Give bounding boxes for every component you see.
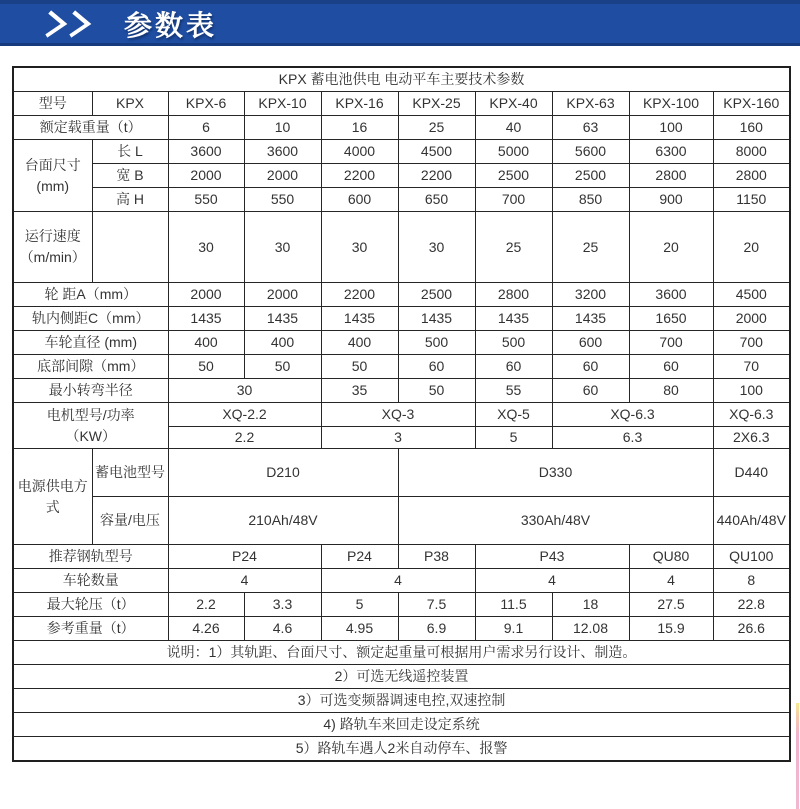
value-cell: 63 — [552, 116, 629, 140]
row-label: 额定载重量（t） — [13, 116, 168, 140]
value-cell: 2200 — [321, 164, 398, 188]
value-cell: 500 — [398, 331, 475, 355]
model-cell: KPX-10 — [244, 92, 321, 116]
value-cell: 60 — [398, 355, 475, 379]
value-cell: 40 — [475, 116, 552, 140]
right-edge-artifact — [796, 703, 799, 809]
value-cell: 400 — [244, 331, 321, 355]
value-cell: 6.9 — [398, 617, 475, 641]
value-cell: 650 — [398, 188, 475, 212]
value-cell: D440 — [713, 449, 790, 497]
value-cell: 30 — [168, 379, 321, 403]
note-text: 5）路轨车遇人2米自动停车、报警 — [13, 737, 790, 762]
value-cell: 700 — [713, 331, 790, 355]
value-cell: 15.9 — [629, 617, 713, 641]
model-cell: KPX-25 — [398, 92, 475, 116]
note-row — [13, 641, 790, 665]
value-cell: P38 — [398, 545, 475, 569]
deck-unit: (mm) — [36, 177, 70, 194]
value-cell: 400 — [168, 331, 244, 355]
value-cell: 22.8 — [713, 593, 790, 617]
value-cell: 2800 — [713, 164, 790, 188]
note-text: 2）可选无线遥控装置 — [13, 665, 790, 689]
table-title-row — [13, 67, 790, 92]
value-cell: 1435 — [321, 307, 398, 331]
note-text: 3）可选变频器调速电控,双速控制 — [13, 689, 790, 713]
battery-model-row — [13, 449, 790, 497]
value-cell: 2.2 — [168, 427, 321, 449]
value-cell: 2500 — [475, 164, 552, 188]
value-cell: 11.5 — [475, 593, 552, 617]
value-cell: 60 — [552, 379, 629, 403]
value-cell: 1150 — [713, 188, 790, 212]
model-header-row — [13, 92, 790, 116]
wheel-count-row — [13, 569, 790, 593]
gauge-row — [13, 307, 790, 331]
value-cell: 70 — [713, 355, 790, 379]
value-cell: 50 — [244, 355, 321, 379]
value-cell: 550 — [168, 188, 244, 212]
value-cell: 4.95 — [321, 617, 398, 641]
value-cell: 50 — [398, 379, 475, 403]
value-cell: 60 — [629, 355, 713, 379]
value-cell: 4.6 — [244, 617, 321, 641]
value-cell: 30 — [244, 212, 321, 283]
value-cell: XQ-6.3 — [552, 403, 713, 427]
value-cell: 600 — [321, 188, 398, 212]
value-cell: 5 — [475, 427, 552, 449]
value-cell: 80 — [629, 379, 713, 403]
row-label — [13, 403, 168, 449]
header-sub: KPX — [92, 92, 168, 116]
value-cell: 27.5 — [629, 593, 713, 617]
wheelbase-row — [13, 283, 790, 307]
sub-label: 长 L — [92, 140, 168, 164]
header-label: 型号 — [13, 92, 92, 116]
note-row — [13, 689, 790, 713]
note-row — [13, 665, 790, 689]
value-cell: 16 — [321, 116, 398, 140]
value-cell: 1435 — [398, 307, 475, 331]
value-cell: 3 — [321, 427, 475, 449]
value-cell: 1435 — [244, 307, 321, 331]
value-cell: XQ-6.3 — [713, 403, 790, 427]
value-cell: P43 — [475, 545, 629, 569]
value-cell: 2000 — [244, 283, 321, 307]
value-cell: 9.1 — [475, 617, 552, 641]
value-cell: 2800 — [475, 283, 552, 307]
value-cell: XQ-5 — [475, 403, 552, 427]
value-cell: 100 — [713, 379, 790, 403]
value-cell: 1435 — [475, 307, 552, 331]
value-cell: 700 — [475, 188, 552, 212]
motor-unit: （KW） — [65, 427, 117, 444]
value-cell: 4 — [475, 569, 629, 593]
value-cell: 2200 — [398, 164, 475, 188]
value-cell: 8000 — [713, 140, 790, 164]
table-title: KPX 蓄电池供电 电动平车主要技术参数 — [13, 67, 790, 92]
value-cell: 4 — [629, 569, 713, 593]
value-cell: 3.3 — [244, 593, 321, 617]
value-cell: 20 — [713, 212, 790, 283]
value-cell: 400 — [321, 331, 398, 355]
value-cell: 3600 — [244, 140, 321, 164]
model-cell: KPX-160 — [713, 92, 790, 116]
value-cell: 2000 — [713, 307, 790, 331]
spec-table — [12, 66, 791, 762]
value-cell: 5000 — [475, 140, 552, 164]
spec-table-container — [12, 66, 789, 762]
value-cell: 50 — [168, 355, 244, 379]
value-cell: XQ-3 — [321, 403, 475, 427]
note-row — [13, 737, 790, 762]
value-cell: 60 — [475, 355, 552, 379]
value-cell: 30 — [168, 212, 244, 283]
value-cell: XQ-2.2 — [168, 403, 321, 427]
value-cell: 2500 — [398, 283, 475, 307]
value-cell: 440Ah/48V — [713, 497, 790, 545]
row-label: 轨内侧距C（mm） — [13, 307, 168, 331]
note-text: 说明：1）其轨距、台面尺寸、额定起重量可根据用户需求另行设计、制造。 — [13, 641, 790, 665]
value-cell: D330 — [398, 449, 713, 497]
value-cell: D210 — [168, 449, 398, 497]
value-cell: 50 — [321, 355, 398, 379]
value-cell: 7.5 — [398, 593, 475, 617]
value-cell: 25 — [552, 212, 629, 283]
sub-label: 蓄电池型号 — [92, 449, 168, 497]
value-cell: QU100 — [713, 545, 790, 569]
value-cell: 6.3 — [552, 427, 713, 449]
row-label: 车轮直径 (mm) — [13, 331, 168, 355]
value-cell: 2800 — [629, 164, 713, 188]
value-cell: QU80 — [629, 545, 713, 569]
clearance-row — [13, 355, 790, 379]
note-row — [13, 713, 790, 737]
value-cell: 5 — [321, 593, 398, 617]
value-cell: 1435 — [552, 307, 629, 331]
value-cell: 600 — [552, 331, 629, 355]
motor-model-row — [13, 403, 790, 427]
row-label: 推荐钢轨型号 — [13, 545, 168, 569]
value-cell: 25 — [475, 212, 552, 283]
value-cell: 4500 — [713, 283, 790, 307]
value-cell: 4000 — [321, 140, 398, 164]
rail-row — [13, 545, 790, 569]
value-cell: 3200 — [552, 283, 629, 307]
row-label — [13, 140, 92, 212]
speed-row — [13, 212, 790, 283]
value-cell: 900 — [629, 188, 713, 212]
value-cell: P24 — [168, 545, 321, 569]
value-cell: 2000 — [168, 283, 244, 307]
value-cell: 2X6.3 — [713, 427, 790, 449]
value-cell: 4 — [168, 569, 321, 593]
value-cell: 500 — [475, 331, 552, 355]
value-cell: 18 — [552, 593, 629, 617]
model-cell: KPX-40 — [475, 92, 552, 116]
value-cell: 35 — [321, 379, 398, 403]
rated-load-row — [13, 116, 790, 140]
value-cell: 3600 — [629, 283, 713, 307]
section-title: 参数表 — [124, 9, 218, 41]
value-cell: 550 — [244, 188, 321, 212]
value-cell: 100 — [629, 116, 713, 140]
model-cell: KPX-63 — [552, 92, 629, 116]
value-cell: 2200 — [321, 283, 398, 307]
row-label: 运行速度（m/min） — [13, 212, 92, 283]
row-label: 底部间隙（mm） — [13, 355, 168, 379]
value-cell: 2000 — [244, 164, 321, 188]
value-cell: 3600 — [168, 140, 244, 164]
value-cell: 25 — [398, 116, 475, 140]
wheel-diameter-row — [13, 331, 790, 355]
value-cell: 4 — [321, 569, 475, 593]
value-cell: 26.6 — [713, 617, 790, 641]
turn-radius-row — [13, 379, 790, 403]
value-cell: 4500 — [398, 140, 475, 164]
value-cell: 10 — [244, 116, 321, 140]
value-cell: 330Ah/48V — [398, 497, 713, 545]
row-label: 轮 距A（mm） — [13, 283, 168, 307]
value-cell: 8 — [713, 569, 790, 593]
wheel-pressure-row — [13, 593, 790, 617]
value-cell: 5600 — [552, 140, 629, 164]
sub-label: 宽 B — [92, 164, 168, 188]
row-label: 参考重量（t） — [13, 617, 168, 641]
value-cell: 700 — [629, 331, 713, 355]
value-cell: 55 — [475, 379, 552, 403]
value-cell: 6 — [168, 116, 244, 140]
row-label: 最大轮压（t） — [13, 593, 168, 617]
value-cell: 1435 — [168, 307, 244, 331]
value-cell: 2500 — [552, 164, 629, 188]
row-label: 电源供电方式 — [13, 449, 92, 545]
ref-weight-row — [13, 617, 790, 641]
battery-capacity-row — [13, 497, 790, 545]
double-right-chevron-icon — [42, 9, 98, 39]
section-banner — [0, 0, 800, 46]
motor-label: 电机型号/功率 — [46, 407, 135, 424]
value-cell: 20 — [629, 212, 713, 283]
row-label: 最小转弯半径 — [13, 379, 168, 403]
model-cell: KPX-6 — [168, 92, 244, 116]
value-cell: 850 — [552, 188, 629, 212]
value-cell: 6300 — [629, 140, 713, 164]
note-text: 4) 路轨车来回走设定系统 — [13, 713, 790, 737]
deck-label: 台面尺寸 — [24, 157, 81, 174]
sub-label: 容量/电压 — [92, 497, 168, 545]
sub-label: 高 H — [92, 188, 168, 212]
value-cell: 2.2 — [168, 593, 244, 617]
value-cell: 4.26 — [168, 617, 244, 641]
value-cell: 30 — [398, 212, 475, 283]
value-cell: 1650 — [629, 307, 713, 331]
value-cell: 60 — [552, 355, 629, 379]
row-label: 车轮数量 — [13, 569, 168, 593]
empty-cell — [92, 212, 168, 283]
model-cell: KPX-100 — [629, 92, 713, 116]
deck-height-row — [13, 188, 790, 212]
value-cell: P24 — [321, 545, 398, 569]
model-cell: KPX-16 — [321, 92, 398, 116]
value-cell: 30 — [321, 212, 398, 283]
deck-length-row — [13, 140, 790, 164]
value-cell: 2000 — [168, 164, 244, 188]
value-cell: 12.08 — [552, 617, 629, 641]
deck-width-row — [13, 164, 790, 188]
value-cell: 160 — [713, 116, 790, 140]
value-cell: 210Ah/48V — [168, 497, 398, 545]
